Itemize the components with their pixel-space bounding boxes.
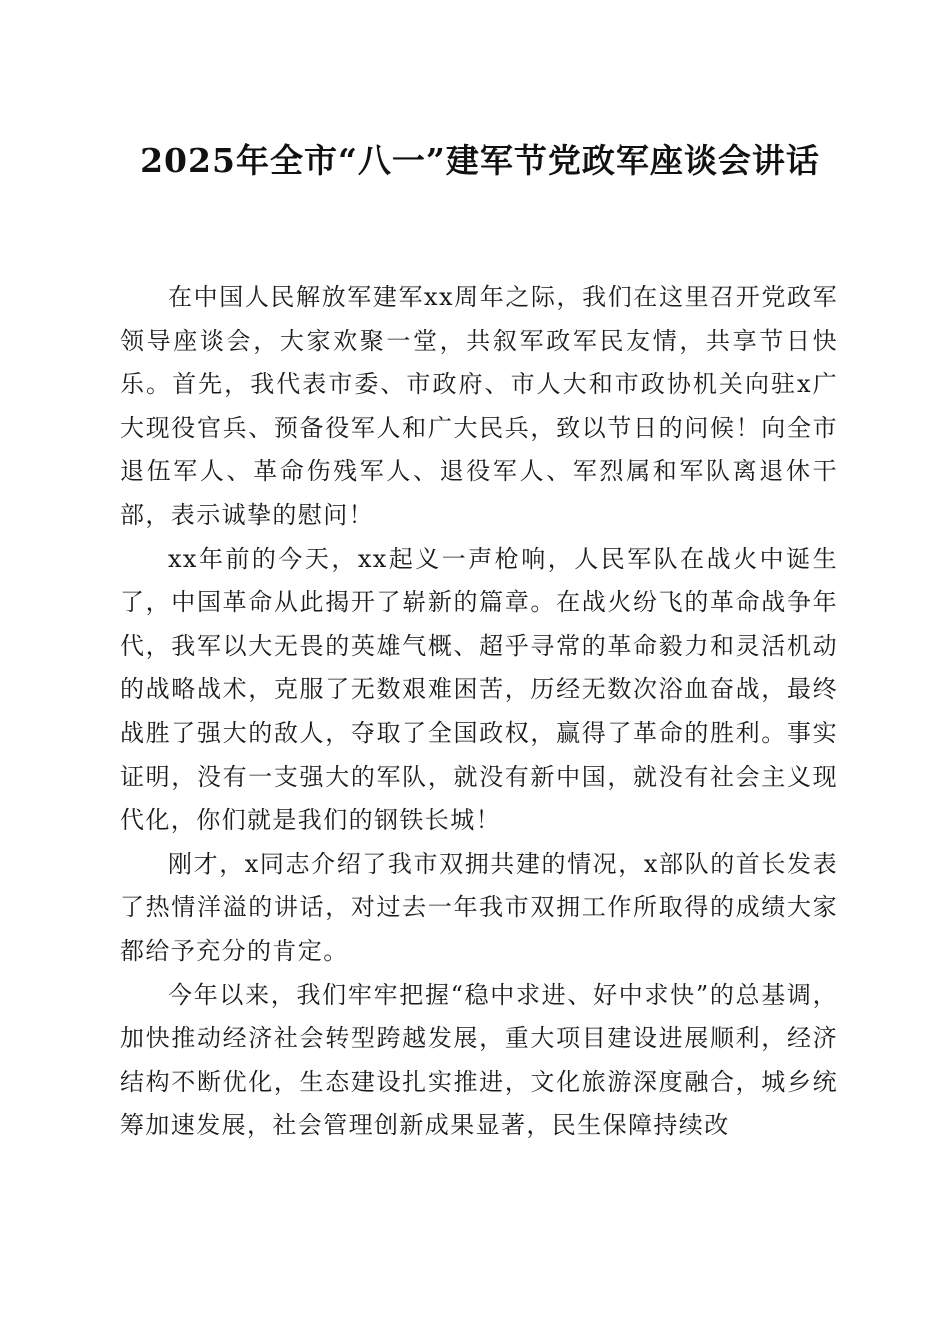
- document-title: 2025年全市“八一”建军节党政军座谈会讲话: [140, 141, 820, 180]
- paragraph: xx年前的今天，xx起义一声枪响，人民军队在战火中诞生了，中国革命从此揭开了崭新的篇章。在战火纷飞的革命战争年代，我军以大无畏的英雄气概、超乎寻常的革命毅力和灵活机动的战略战术，克服了无数艰难困苦，历经无数次浴血奋战，最终战胜了强大的敌人，夺取了全国政权，赢得了革命的胜利。事实证明，没有一支强大的军队，就没有新中国，就没有社会主义现代化，你们就是我们的钢铁长城！: [120, 544, 838, 835]
- paragraph: 刚才，x同志介绍了我市双拥共建的情况，x部队的首长发表了热情洋溢的讲话，对过去一年我市双拥工作所取得的成绩大家都给予充分的肯定。: [120, 849, 838, 965]
- document-body: [120, 276, 838, 1148]
- paragraph: 今年以来，我们牢牢把握“稳中求进、好中求快”的总基调，加快推动经济社会转型跨越发展，重大项目建设进展顺利，经济结构不断优化，生态建设扎实推进，文化旅游深度融合，城乡统筹加速发展，社会管理创新成果显著，民生保障持续改: [120, 980, 838, 1140]
- paragraph: 在中国人民解放军建军xx周年之际，我们在这里召开党政军领导座谈会，大家欢聚一堂，共叙军政军民友情，共享节日快乐。首先，我代表市委、市政府、市人大和市政协机关向驻x广大现役官兵、预备役军人和广大民兵，致以节日的问候！向全市退伍军人、革命伤残军人、退役军人、军烈属和军队离退休干部，表示诚挚的慰问！: [120, 283, 838, 529]
